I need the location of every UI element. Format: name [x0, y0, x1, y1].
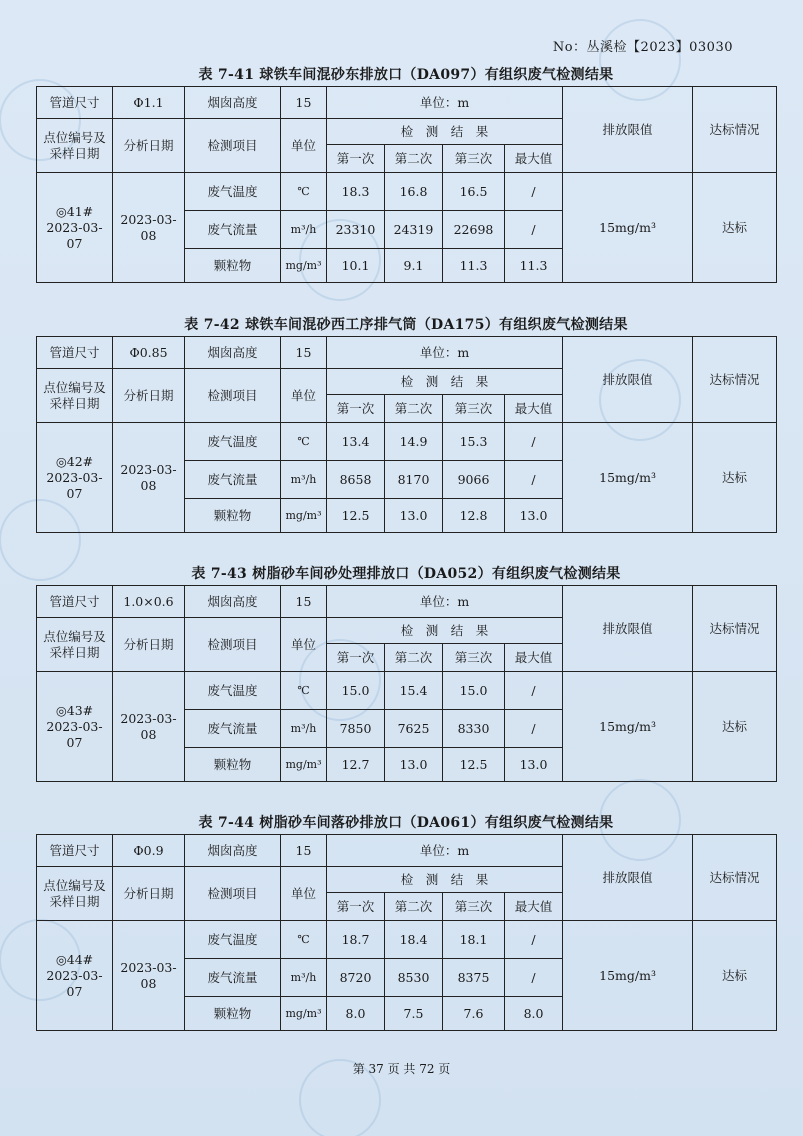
value-cell: 12.8: [443, 499, 505, 533]
results-header: 检 测 结 果: [327, 369, 563, 395]
analysis-date-header: 分析日期: [113, 618, 185, 672]
item-cell: 废气流量: [185, 461, 281, 499]
result-table-block: [36, 812, 776, 1031]
result-table: [36, 834, 777, 1031]
unit-cell: m³/h: [281, 959, 327, 997]
value-cell: 11.3: [443, 249, 505, 283]
item-header: 检测项目: [185, 867, 281, 921]
chimney-height-value: 15: [281, 337, 327, 369]
value-cell: 8530: [385, 959, 443, 997]
unit-cell: ℃: [281, 423, 327, 461]
point-header: 点位编号及采样日期: [37, 369, 113, 423]
document-number: No：丛溪检【2023】03030: [552, 40, 733, 55]
analysis-date-cell: 2023-03-08: [113, 173, 185, 283]
item-cell: 颗粒物: [185, 249, 281, 283]
item-cell: 废气流量: [185, 710, 281, 748]
table-row: [37, 921, 777, 959]
unit-header: 单位: [281, 618, 327, 672]
unit-cell: m³/h: [281, 461, 327, 499]
value-cell: 8.0: [327, 997, 385, 1031]
unit-cell: ℃: [281, 173, 327, 211]
pipe-size-value: 1.0×0.6: [113, 586, 185, 618]
value-cell: 12.7: [327, 748, 385, 782]
analysis-date-cell: 2023-03-08: [113, 921, 185, 1031]
table-title: 表 7-41 球铁车间混砂东排放口（DA097）有组织废气检测结果: [198, 67, 614, 83]
results-header: 检 测 结 果: [327, 867, 563, 893]
max-cell: /: [505, 710, 563, 748]
limit-cell: 15mg/m³: [563, 921, 693, 1031]
results-header: 检 测 结 果: [327, 618, 563, 644]
limit-cell: 15mg/m³: [563, 672, 693, 782]
page-footer: 第 37 页 共 72 页: [352, 1062, 451, 1076]
unit-note: 单位：m: [327, 586, 563, 618]
run-header: 第一次: [327, 145, 385, 173]
unit-cell: mg/m³: [281, 997, 327, 1031]
item-header: 检测项目: [185, 618, 281, 672]
value-cell: 18.4: [385, 921, 443, 959]
unit-cell: m³/h: [281, 710, 327, 748]
point-cell: ◎41# 2023-03-07: [37, 173, 113, 283]
value-cell: 9.1: [385, 249, 443, 283]
table-title: 表 7-44 树脂砂车间落砂排放口（DA061）有组织废气检测结果: [198, 815, 614, 831]
status-cell: 达标: [693, 423, 777, 533]
max-cell: /: [505, 173, 563, 211]
value-cell: 8375: [443, 959, 505, 997]
chimney-height-label: 烟囱高度: [185, 586, 281, 618]
status-cell: 达标: [693, 672, 777, 782]
max-cell: /: [505, 672, 563, 710]
pipe-size-label: 管道尺寸: [37, 586, 113, 618]
point-cell: ◎43# 2023-03-07: [37, 672, 113, 782]
run-header: 第三次: [443, 145, 505, 173]
unit-cell: mg/m³: [281, 249, 327, 283]
item-header: 检测项目: [185, 119, 281, 173]
point-header: 点位编号及采样日期: [37, 867, 113, 921]
chimney-height-value: 15: [281, 586, 327, 618]
value-cell: 14.9: [385, 423, 443, 461]
item-cell: 废气温度: [185, 672, 281, 710]
value-cell: 7.6: [443, 997, 505, 1031]
unit-cell: mg/m³: [281, 748, 327, 782]
run-header: 第二次: [385, 145, 443, 173]
value-cell: 10.1: [327, 249, 385, 283]
status-header: 达标情况: [693, 337, 777, 423]
run-header: 第一次: [327, 395, 385, 423]
chimney-height-value: 15: [281, 835, 327, 867]
result-table: [36, 86, 777, 283]
analysis-date-header: 分析日期: [113, 119, 185, 173]
value-cell: 23310: [327, 211, 385, 249]
item-header: 检测项目: [185, 369, 281, 423]
table-row: [37, 423, 777, 461]
value-cell: 12.5: [443, 748, 505, 782]
unit-cell: mg/m³: [281, 499, 327, 533]
item-cell: 废气温度: [185, 423, 281, 461]
limit-header: 排放限值: [563, 835, 693, 921]
limit-header: 排放限值: [563, 337, 693, 423]
analysis-date-cell: 2023-03-08: [113, 672, 185, 782]
chimney-height-label: 烟囱高度: [185, 337, 281, 369]
pipe-size-label: 管道尺寸: [37, 835, 113, 867]
value-cell: 18.7: [327, 921, 385, 959]
max-cell: /: [505, 211, 563, 249]
value-cell: 8658: [327, 461, 385, 499]
value-cell: 7.5: [385, 997, 443, 1031]
unit-note: 单位：m: [327, 337, 563, 369]
value-cell: 7625: [385, 710, 443, 748]
analysis-date-header: 分析日期: [113, 867, 185, 921]
run-header: 第一次: [327, 644, 385, 672]
pipe-size-label: 管道尺寸: [37, 87, 113, 119]
chimney-height-label: 烟囱高度: [185, 87, 281, 119]
pipe-size-label: 管道尺寸: [37, 337, 113, 369]
value-cell: 15.0: [443, 672, 505, 710]
result-table: [36, 585, 777, 782]
max-cell: /: [505, 921, 563, 959]
chimney-height-label: 烟囱高度: [185, 835, 281, 867]
max-cell: 11.3: [505, 249, 563, 283]
result-table-block: [36, 563, 776, 782]
value-cell: 8720: [327, 959, 385, 997]
limit-header: 排放限值: [563, 586, 693, 672]
result-table-block: [36, 64, 776, 283]
value-cell: 18.3: [327, 173, 385, 211]
value-cell: 12.5: [327, 499, 385, 533]
max-cell: 8.0: [505, 997, 563, 1031]
run-header: 最大值: [505, 893, 563, 921]
pipe-size-value: Φ1.1: [113, 87, 185, 119]
item-cell: 颗粒物: [185, 499, 281, 533]
run-header: 第三次: [443, 893, 505, 921]
value-cell: 13.0: [385, 748, 443, 782]
value-cell: 24319: [385, 211, 443, 249]
run-header: 第一次: [327, 893, 385, 921]
limit-cell: 15mg/m³: [563, 423, 693, 533]
table-title: 表 7-42 球铁车间混砂西工序排气筒（DA175）有组织废气检测结果: [184, 317, 628, 333]
value-cell: 8170: [385, 461, 443, 499]
item-cell: 废气温度: [185, 173, 281, 211]
run-header: 第三次: [443, 395, 505, 423]
max-cell: 13.0: [505, 499, 563, 533]
unit-header: 单位: [281, 867, 327, 921]
limit-cell: 15mg/m³: [563, 173, 693, 283]
analysis-date-header: 分析日期: [113, 369, 185, 423]
unit-header: 单位: [281, 369, 327, 423]
unit-cell: ℃: [281, 672, 327, 710]
value-cell: 8330: [443, 710, 505, 748]
run-header: 最大值: [505, 395, 563, 423]
value-cell: 16.8: [385, 173, 443, 211]
value-cell: 22698: [443, 211, 505, 249]
point-cell: ◎42# 2023-03-07: [37, 423, 113, 533]
result-table: [36, 336, 777, 533]
item-cell: 颗粒物: [185, 997, 281, 1031]
value-cell: 18.1: [443, 921, 505, 959]
run-header: 最大值: [505, 644, 563, 672]
value-cell: 9066: [443, 461, 505, 499]
analysis-date-cell: 2023-03-08: [113, 423, 185, 533]
point-cell: ◎44# 2023-03-07: [37, 921, 113, 1031]
table-row: [37, 672, 777, 710]
item-cell: 废气温度: [185, 921, 281, 959]
unit-note: 单位：m: [327, 835, 563, 867]
run-header: 最大值: [505, 145, 563, 173]
point-header: 点位编号及采样日期: [37, 119, 113, 173]
unit-note: 单位：m: [327, 87, 563, 119]
table-title: 表 7-43 树脂砂车间砂处理排放口（DA052）有组织废气检测结果: [191, 566, 621, 582]
max-cell: /: [505, 423, 563, 461]
status-header: 达标情况: [693, 87, 777, 173]
max-cell: /: [505, 959, 563, 997]
results-header: 检 测 结 果: [327, 119, 563, 145]
point-header: 点位编号及采样日期: [37, 618, 113, 672]
item-cell: 废气流量: [185, 211, 281, 249]
pipe-size-value: Φ0.9: [113, 835, 185, 867]
value-cell: 13.4: [327, 423, 385, 461]
unit-cell: ℃: [281, 921, 327, 959]
value-cell: 15.4: [385, 672, 443, 710]
value-cell: 15.3: [443, 423, 505, 461]
table-row: [37, 173, 777, 211]
max-cell: /: [505, 461, 563, 499]
item-cell: 废气流量: [185, 959, 281, 997]
status-header: 达标情况: [693, 835, 777, 921]
pipe-size-value: Φ0.85: [113, 337, 185, 369]
status-cell: 达标: [693, 921, 777, 1031]
run-header: 第二次: [385, 644, 443, 672]
status-cell: 达标: [693, 173, 777, 283]
run-header: 第二次: [385, 893, 443, 921]
item-cell: 颗粒物: [185, 748, 281, 782]
chimney-height-value: 15: [281, 87, 327, 119]
unit-header: 单位: [281, 119, 327, 173]
value-cell: 16.5: [443, 173, 505, 211]
result-table-block: [36, 314, 776, 533]
unit-cell: m³/h: [281, 211, 327, 249]
run-header: 第三次: [443, 644, 505, 672]
max-cell: 13.0: [505, 748, 563, 782]
value-cell: 7850: [327, 710, 385, 748]
status-header: 达标情况: [693, 586, 777, 672]
limit-header: 排放限值: [563, 87, 693, 173]
value-cell: 13.0: [385, 499, 443, 533]
run-header: 第二次: [385, 395, 443, 423]
value-cell: 15.0: [327, 672, 385, 710]
